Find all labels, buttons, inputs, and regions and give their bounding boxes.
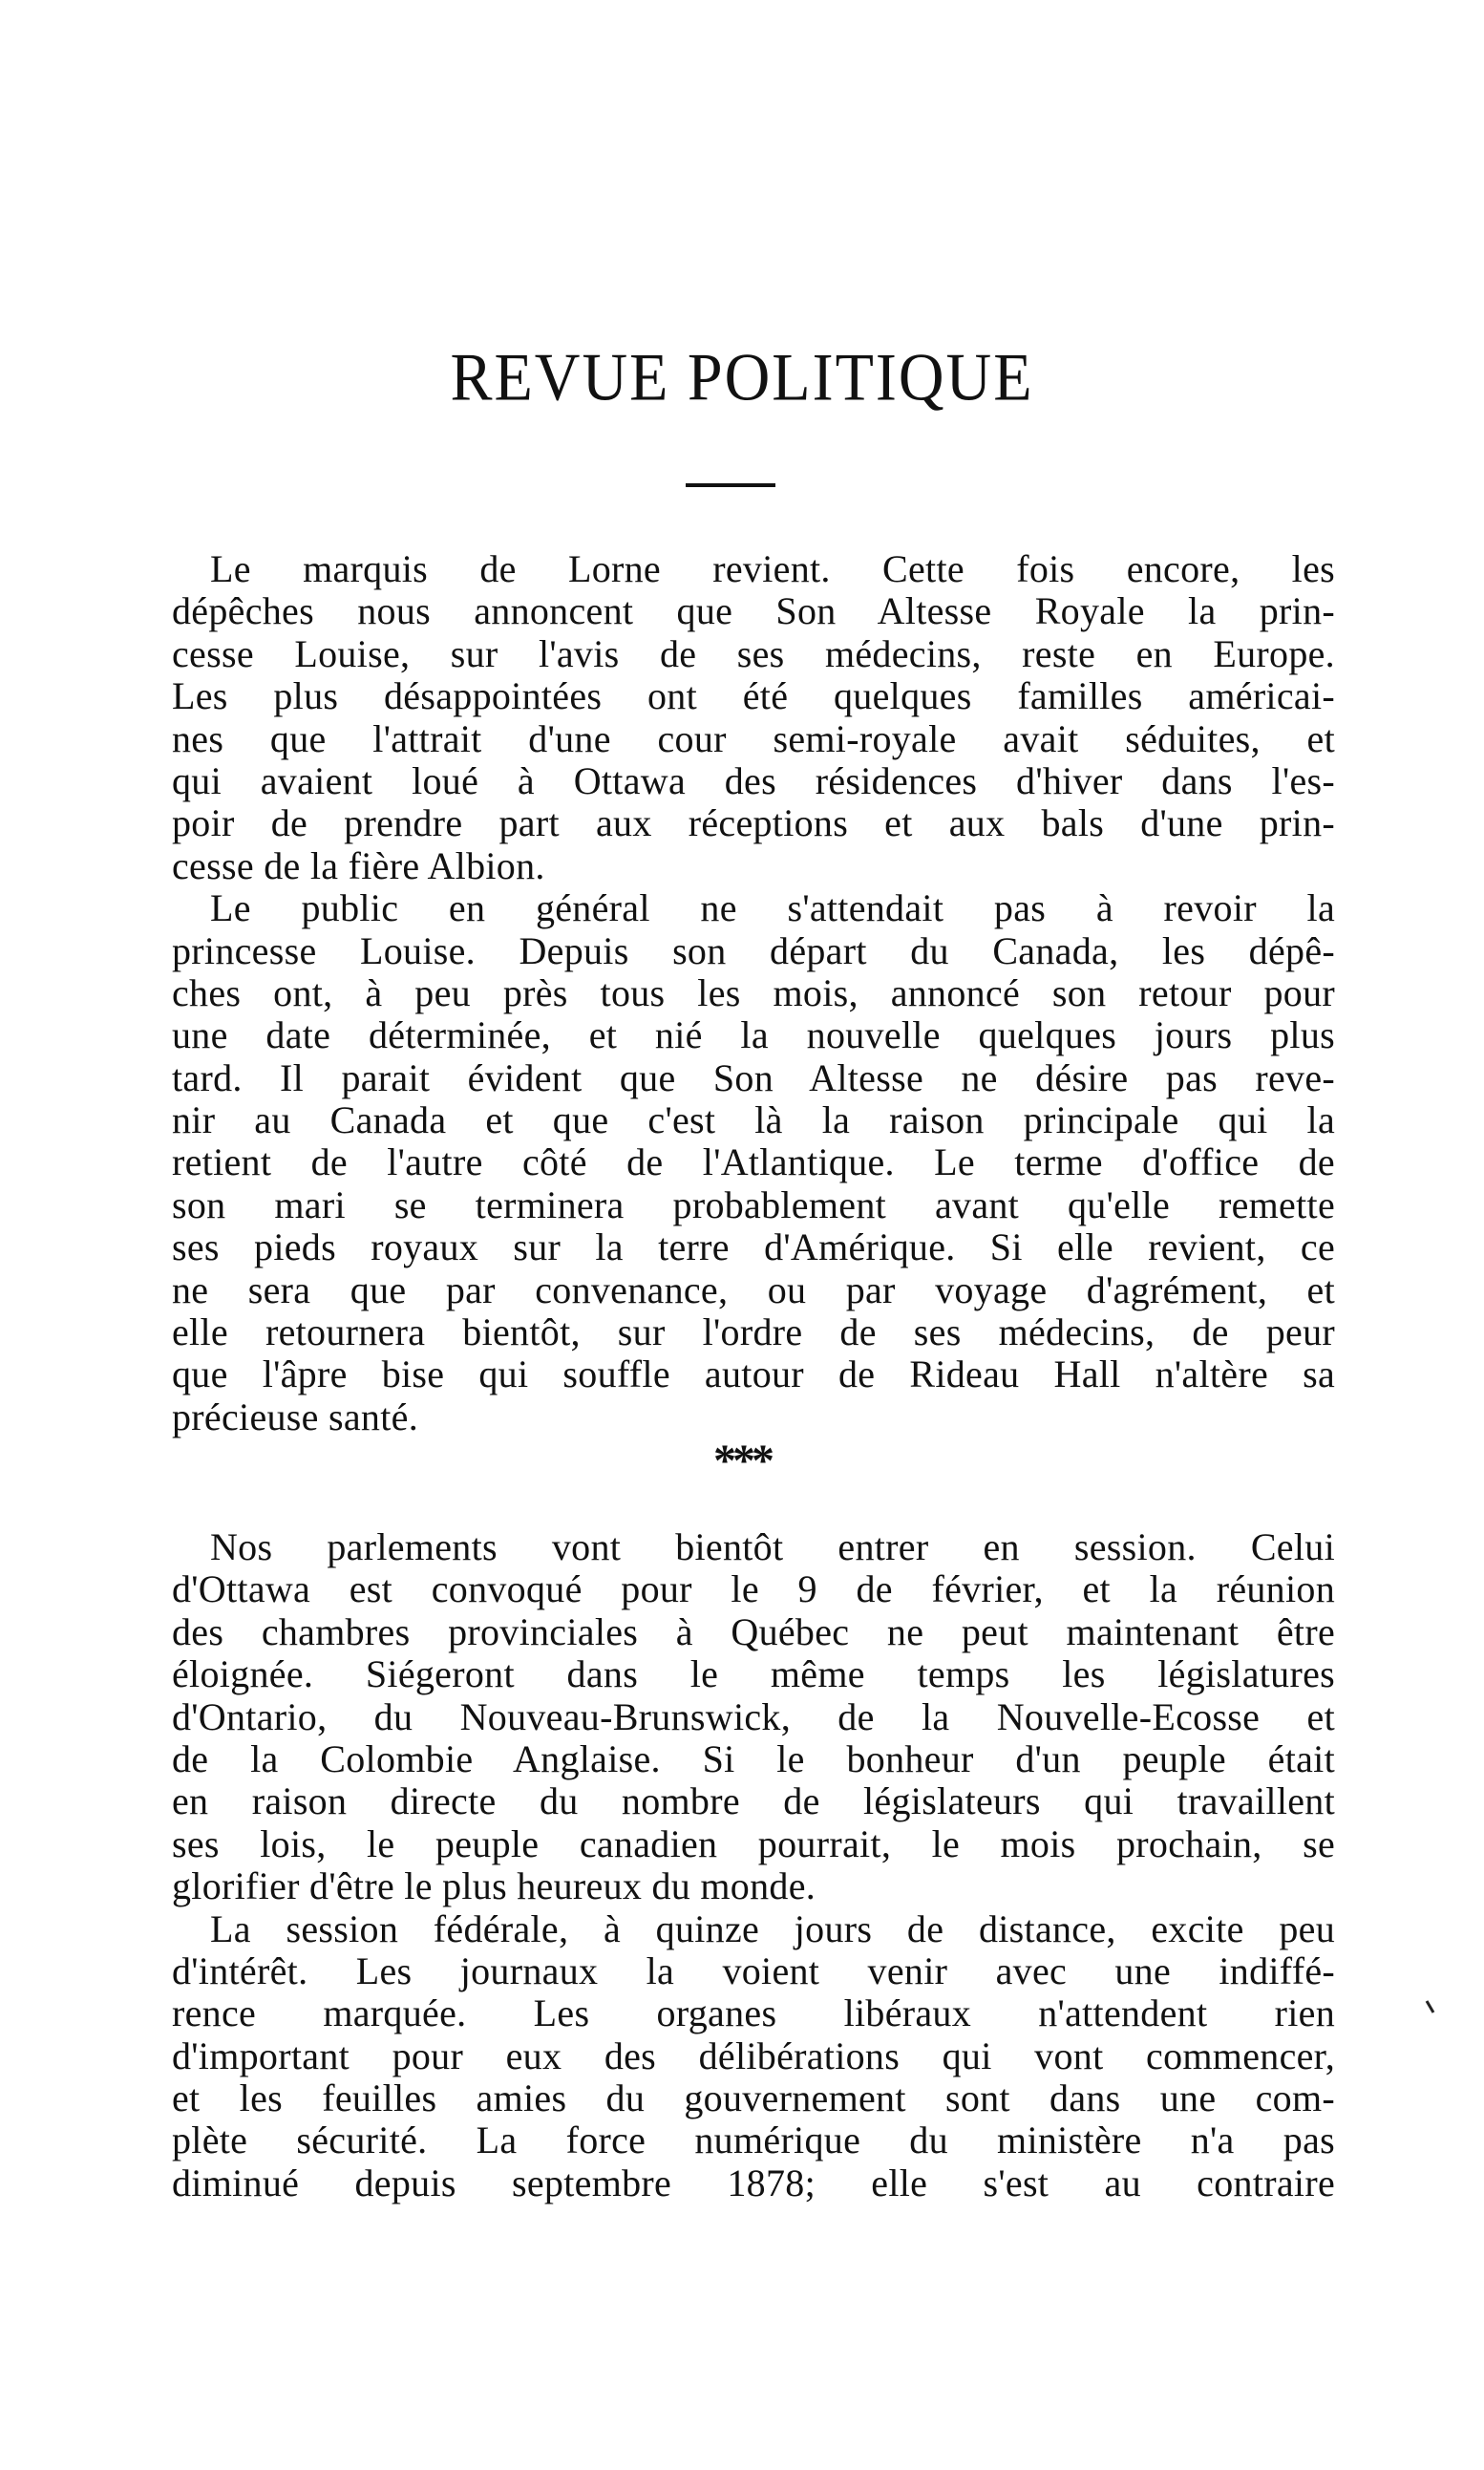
text-line: ne sera que par convenance, ou par voyage d'agrément, et [172,1267,1335,1311]
text-line: princesse Louise. Depuis son départ du Canada, les dépê- [172,928,1335,972]
text-line: des chambres provinciales à Québec ne peut maintenant être [172,1609,1335,1653]
text-line: ses pieds royaux sur la terre d'Amérique. Si elle revient, ce [172,1225,1335,1269]
text-line: ses lois, le peuple canadien pourrait, le mois prochain, se [172,1821,1335,1865]
text-line: tard. Il parait évident que Son Altesse ne désire pas reve- [172,1055,1335,1099]
text-line: Le public en général ne s'attendait pas à revoir la [210,886,1335,930]
text-line: d'Ottawa est convoqué pour le 9 de février, et la réunion [172,1567,1335,1611]
page-title: REVUE POLITIQUE [450,340,1034,415]
text-line: en raison directe du nombre de législateurs qui travaillent [172,1779,1335,1823]
title-rule [686,483,775,487]
text-line: Nos parlements vont bientôt entrer en session. Celui [210,1525,1335,1568]
text-line: glorifier d'être le plus heureux du monde. [172,1864,816,1908]
text-line: de la Colombie Anglaise. Si le bonheur d'un peuple était [172,1736,1335,1780]
section-separator [0,1435,1484,1487]
text-line: cesse de la fière Albion. [172,843,545,887]
text-line: poir de prendre part aux réceptions et aux bals d'une prin- [172,801,1335,845]
text-line: dépêches nous annoncent que Son Altesse Royale la prin- [172,589,1335,633]
text-line: rence marquée. Les organes libéraux n'attendent rien [172,1991,1335,2035]
separator-text: *** [713,1436,771,1486]
stray-ink-mark [1426,2000,1435,2013]
text-line: plète sécurité. La force numérique du ministère n'a pas [172,2119,1335,2162]
text-line: que l'âpre bise qui souffle autour de Rideau Hall n'altère sa [172,1352,1335,1396]
text-line: une date déterminée, et nié la nouvelle quelques jours plus [172,1013,1335,1057]
text-line: qui avaient loué à Ottawa des résidences d'hiver dans l'es- [172,758,1335,802]
text-line: retient de l'autre côté de l'Atlantique. Le terme d'office de [172,1140,1335,1184]
text-line: son mari se terminera probablement avant qu'elle remette [172,1182,1335,1226]
text-line: et les feuilles amies du gouvernement sont dans une com- [172,2076,1335,2120]
text-line: La session fédérale, à quinze jours de distance, excite peu [210,1906,1335,1950]
text-line: d'important pour eux des délibérations qui vont commencer, [172,2033,1335,2077]
paragraph [172,1908,1335,2205]
text-line: elle retournera bientôt, sur l'ordre de ses médecins, de peur [172,1310,1335,1354]
text-line: Le marquis de Lorne revient. Cette fois encore, les [210,547,1335,590]
text-line: d'Ontario, du Nouveau-Brunswick, de la Nouvelle-Ecosse et [172,1694,1335,1738]
paragraph [172,887,1335,1438]
text-line: ches ont, à peu près tous les mois, annoncé son retour pour [172,970,1335,1014]
text-line: nes que l'attrait d'une cour semi-royale avait séduites, et [172,716,1335,760]
text-line: éloignée. Siégeront dans le même temps les législatures [172,1652,1335,1696]
text-line: d'intérêt. Les journaux la voient venir avec une indiffé- [172,1948,1335,1992]
paragraph [172,1526,1335,1908]
text-line: Les plus désappointées ont été quelques familles américai- [172,674,1335,718]
section-2 [172,1526,1335,2204]
text-line: nir au Canada et que c'est là la raison principale qui la [172,1098,1335,1142]
text-line: diminué depuis septembre 1878; elle s'est au contraire [172,2161,1335,2204]
text-line: cesse Louise, sur l'avis de ses médecins, reste en Europe. [172,631,1335,675]
section-1 [172,548,1335,1438]
paragraph [172,548,1335,887]
text-line: précieuse santé. [172,1395,419,1438]
